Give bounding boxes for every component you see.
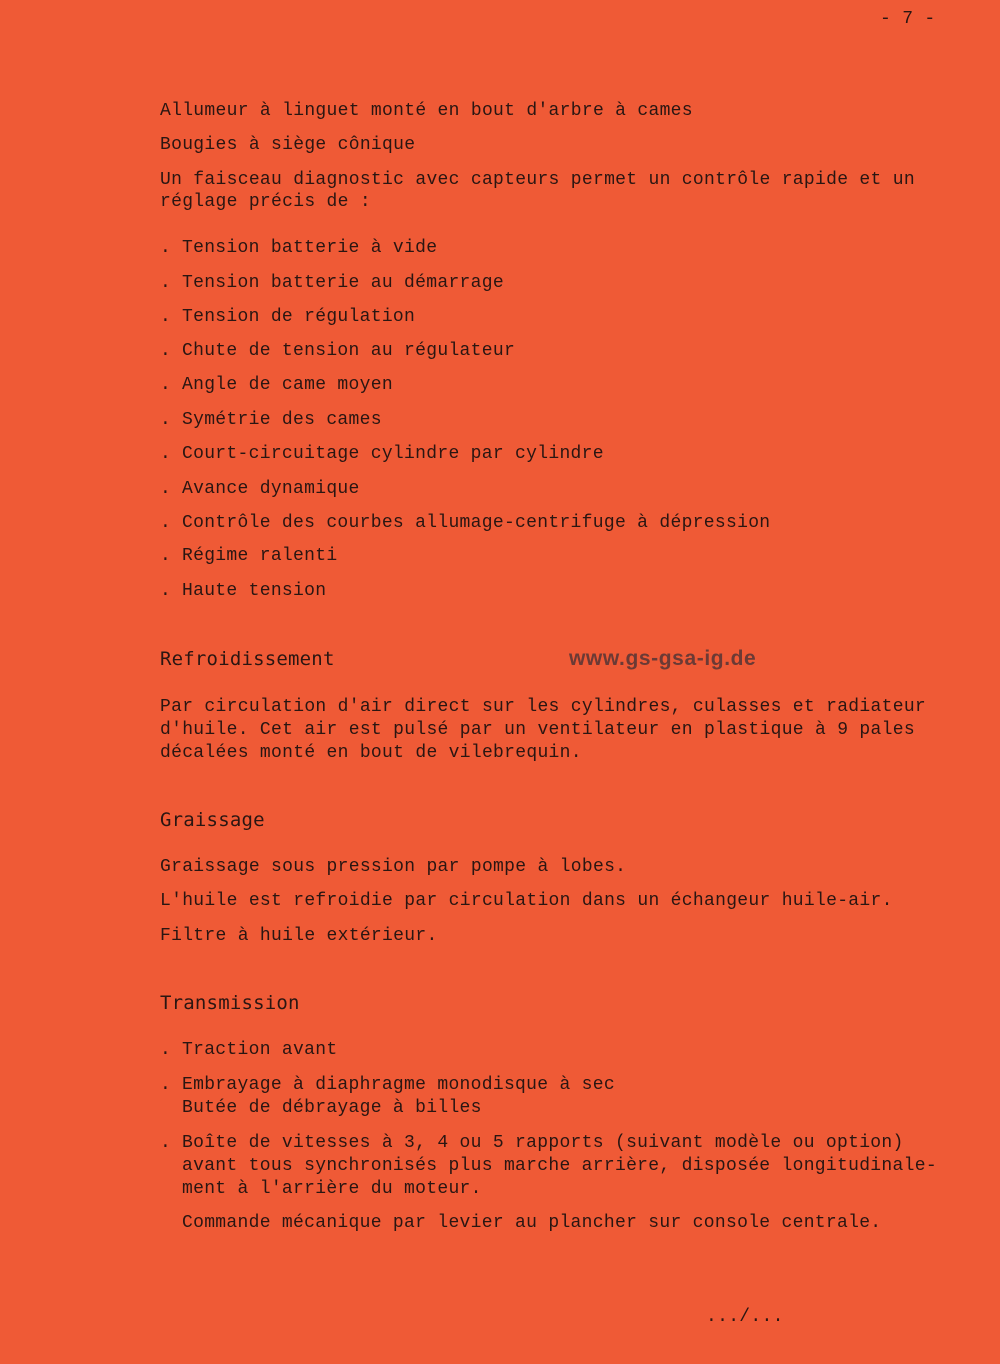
paragraph-line: d'huile. Cet air est pulsé par un ventilateur en plastique à 9 pales [160, 720, 915, 740]
list-item: Embrayage à diaphragme monodisque à sec [182, 1075, 615, 1095]
paragraph-line: Par circulation d'air direct sur les cylindres, culasses et radiateur [160, 697, 927, 717]
bullet-mark: . [160, 238, 171, 258]
intro-line: Allumeur à linguet monté en bout d'arbre à cames [160, 101, 693, 121]
bullet-mark: . [160, 1133, 171, 1153]
page-number: - 7 - [880, 9, 936, 29]
list-item-continuation: avant tous synchronisés plus marche arrière, disposée longitudinale- [182, 1156, 937, 1176]
paragraph-line: Filtre à huile extérieur. [160, 926, 438, 946]
bullet-mark: . [160, 479, 171, 499]
bullet-mark: . [160, 341, 171, 361]
bullet-mark: . [160, 375, 171, 395]
list-item: Angle de came moyen [182, 375, 393, 395]
list-item: Avance dynamique [182, 479, 360, 499]
intro-line: réglage précis de : [160, 192, 371, 212]
paragraph-line: décalées monté en bout de vilebrequin. [160, 743, 582, 763]
bullet-mark: . [160, 307, 171, 327]
intro-line: Bougies à siège cônique [160, 135, 416, 155]
bullet-mark: . [160, 410, 171, 430]
paragraph-line: L'huile est refroidie par circulation dans un échangeur huile-air. [160, 891, 893, 911]
paragraph-line: Commande mécanique par levier au plancher sur console centrale. [182, 1213, 882, 1233]
section-heading-cooling: Refroidissement [160, 648, 335, 670]
continuation-mark: .../... [706, 1307, 784, 1327]
bullet-mark: . [160, 546, 171, 566]
section-heading-transmission: Transmission [160, 992, 300, 1014]
list-item-continuation: ment à l'arrière du moteur. [182, 1179, 482, 1199]
list-item-continuation: Butée de débrayage à billes [182, 1098, 482, 1118]
list-item: Chute de tension au régulateur [182, 341, 516, 361]
paragraph-line: Graissage sous pression par pompe à lobes. [160, 857, 627, 877]
section-heading-lubrication: Graissage [160, 809, 265, 831]
bullet-mark: . [160, 1040, 171, 1060]
intro-line: Un faisceau diagnostic avec capteurs permet un contrôle rapide et un [160, 170, 915, 190]
bullet-mark: . [160, 444, 171, 464]
bullet-mark: . [160, 581, 171, 601]
list-item: Tension batterie à vide [182, 238, 438, 258]
list-item: Tension de régulation [182, 307, 416, 327]
bullet-mark: . [160, 513, 171, 533]
list-item: Traction avant [182, 1040, 338, 1060]
list-item: Régime ralenti [182, 546, 338, 566]
list-item: Boîte de vitesses à 3, 4 ou 5 rapports (suivant modèle ou option) [182, 1133, 904, 1153]
list-item: Court-circuitage cylindre par cylindre [182, 444, 604, 464]
bullet-mark: . [160, 273, 171, 293]
bullet-mark: . [160, 1075, 171, 1095]
list-item: Contrôle des courbes allumage-centrifuge à dépression [182, 513, 771, 533]
list-item: Tension batterie au démarrage [182, 273, 504, 293]
list-item: Symétrie des cames [182, 410, 382, 430]
list-item: Haute tension [182, 581, 327, 601]
watermark-url: www.gs-gsa-ig.de [569, 647, 757, 670]
